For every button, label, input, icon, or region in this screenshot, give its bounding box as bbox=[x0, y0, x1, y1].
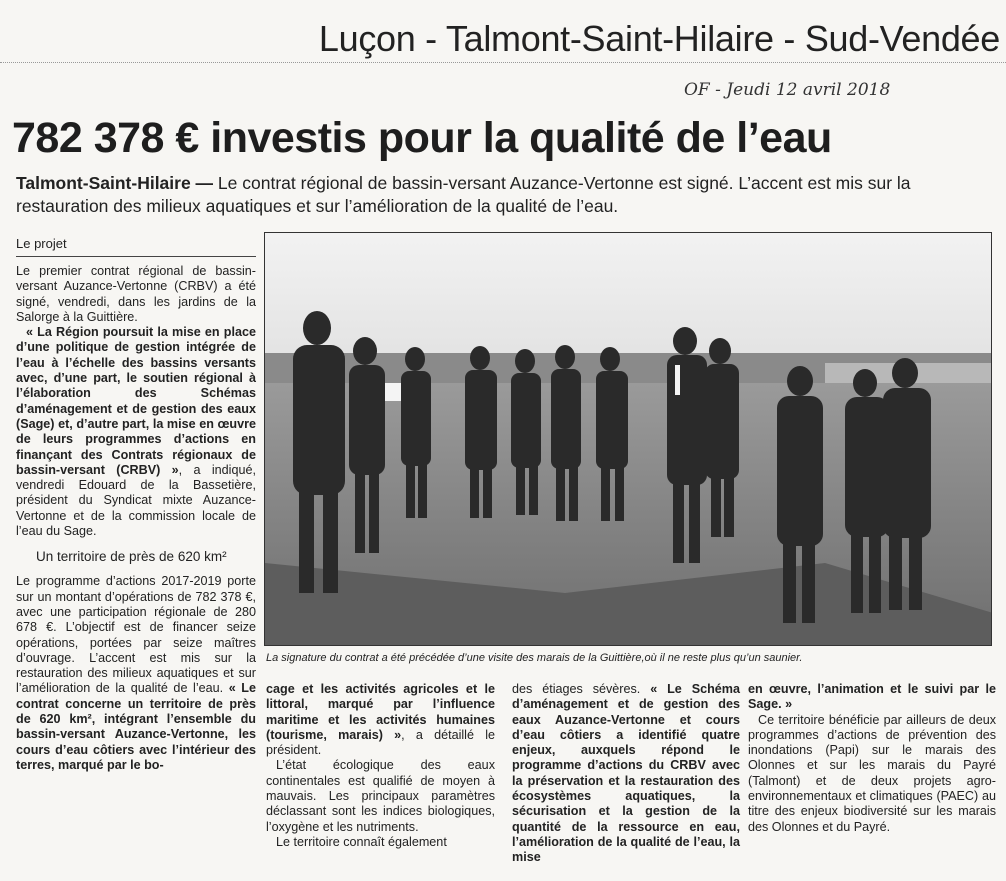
paragraph: L’état écologique des eaux continentales est qualifié de moyen à mauvais. Les principaux paramètres déclassant sont les indices biologiques, l’oxygène et les nutriments. bbox=[266, 758, 495, 834]
paragraph bbox=[512, 682, 740, 866]
section-title: Luçon - Talmont-Saint-Hilaire - Sud-Vendée bbox=[318, 18, 1000, 59]
paragraph-text: des étiages sévères. bbox=[512, 682, 651, 696]
lead-dateline: Talmont-Saint-Hilaire — bbox=[16, 173, 214, 193]
group-photo-illustration bbox=[265, 233, 992, 646]
handwritten-date-note: OF - Jeudi 12 avril 2018 bbox=[684, 80, 891, 100]
header-divider bbox=[0, 62, 1006, 63]
column-3 bbox=[512, 682, 740, 866]
quote-text: « La Région poursuit la mise en place d’une politique de gestion intégrée de l’eau à l’échelle des bassins versants avec, d’une part, le soutien régional à l’élaboration des Schémas d’aménagement et de gestion des eaux (Sage) et, d’autre part, la mise en œuvre de leurs programmes d’actions en finançant des Contrats régionaux de bassin-versant (CRBV) » bbox=[16, 325, 256, 477]
section-divider bbox=[16, 256, 256, 257]
column-2 bbox=[266, 682, 495, 850]
column-1 bbox=[16, 264, 256, 773]
paragraph-text: Le programme d’actions 2017-2019 porte sur un montant d’opérations de 782 378 €, avec une participation régionale de 280 678 €. L’objectif est de financer seize opérations, portées par seize maîtres d’ouvrage. L’accent est mis sur la restauration des milieux aquatiques et sur l’amélioration de la qualité de l’eau. bbox=[16, 574, 256, 696]
photo-caption: La signature du contrat a été précédée d’une visite des marais de la Guittière,où il ne reste plus qu’un saunier. bbox=[266, 652, 803, 664]
article-lead bbox=[16, 172, 916, 218]
article-photo bbox=[264, 232, 992, 646]
subheading: Un territoire de près de 620 km² bbox=[36, 549, 227, 565]
paragraph bbox=[266, 682, 495, 758]
quote-text: « Le contrat concerne un territoire de près de 620 km², intégrant l’ensemble du bassin-versant Auzance-Vertonne, les cours d’eau côtiers avec l’intérieur des terres, marqué par le bo- bbox=[16, 681, 256, 772]
column-4 bbox=[748, 682, 996, 835]
quote-text: cage et les activités agricoles et le littoral, marqué par l’influence maritime et les activités humaines (tourisme, marais) » bbox=[266, 682, 495, 742]
quote-text: « Le Schéma d’aménagement et de gestion des eaux Auzance-Vertonne et cours d’eau côtiers a identifié quatre enjeux, auxquels répond le programme d’actions du CRBV avec la préservation et la restauration des écosystèmes aquatiques, la sécurisation et la gestion de la quantité de la ressource en eau, l’amélioration de la qualité de l’eau, la mise bbox=[512, 682, 740, 865]
paragraph: Ce territoire bénéficie par ailleurs de deux programmes d’actions de prévention des inondations (Papi) sur le marais des Olonnes et sur les marais du Payré (Talmont) et de deux projets agro-environnementaux et climatiques (PAEC) au titre des enjeux biodiversité sur les marais des Olonnes et du Payré. bbox=[748, 712, 996, 834]
paragraph bbox=[16, 574, 256, 773]
paragraph: Le territoire connaît également bbox=[276, 834, 447, 849]
paragraph-text: , a indiqué, vendredi Edouard de la Bassetière, président du Syndicat mixte Auzance-Vertonne et de la commission locale de l’eau du Sage. bbox=[16, 462, 256, 539]
section-label: Le projet bbox=[16, 236, 67, 251]
quote-text: en œuvre, l’animation et le suivi par le Sage. » bbox=[748, 682, 996, 712]
lead-text: Le contrat régional de bassin-versant Auzance-Vertonne est signé. L’accent est mis sur la restauration des milieux aquatiques et sur l’amélioration de la qualité de l’eau. bbox=[16, 173, 911, 216]
paragraph: Le premier contrat régional de bassin-versant Auzance-Vertonne (CRBV) a été signé, vendredi, dans les jardins de la Salorge à la Guittière. bbox=[16, 264, 256, 324]
article-headline: 782 378 € investis pour la qualité de l’eau bbox=[12, 114, 832, 162]
paragraph-text: , a détaillé le président. bbox=[266, 727, 495, 758]
paragraph bbox=[16, 325, 256, 539]
paragraph bbox=[748, 682, 996, 713]
